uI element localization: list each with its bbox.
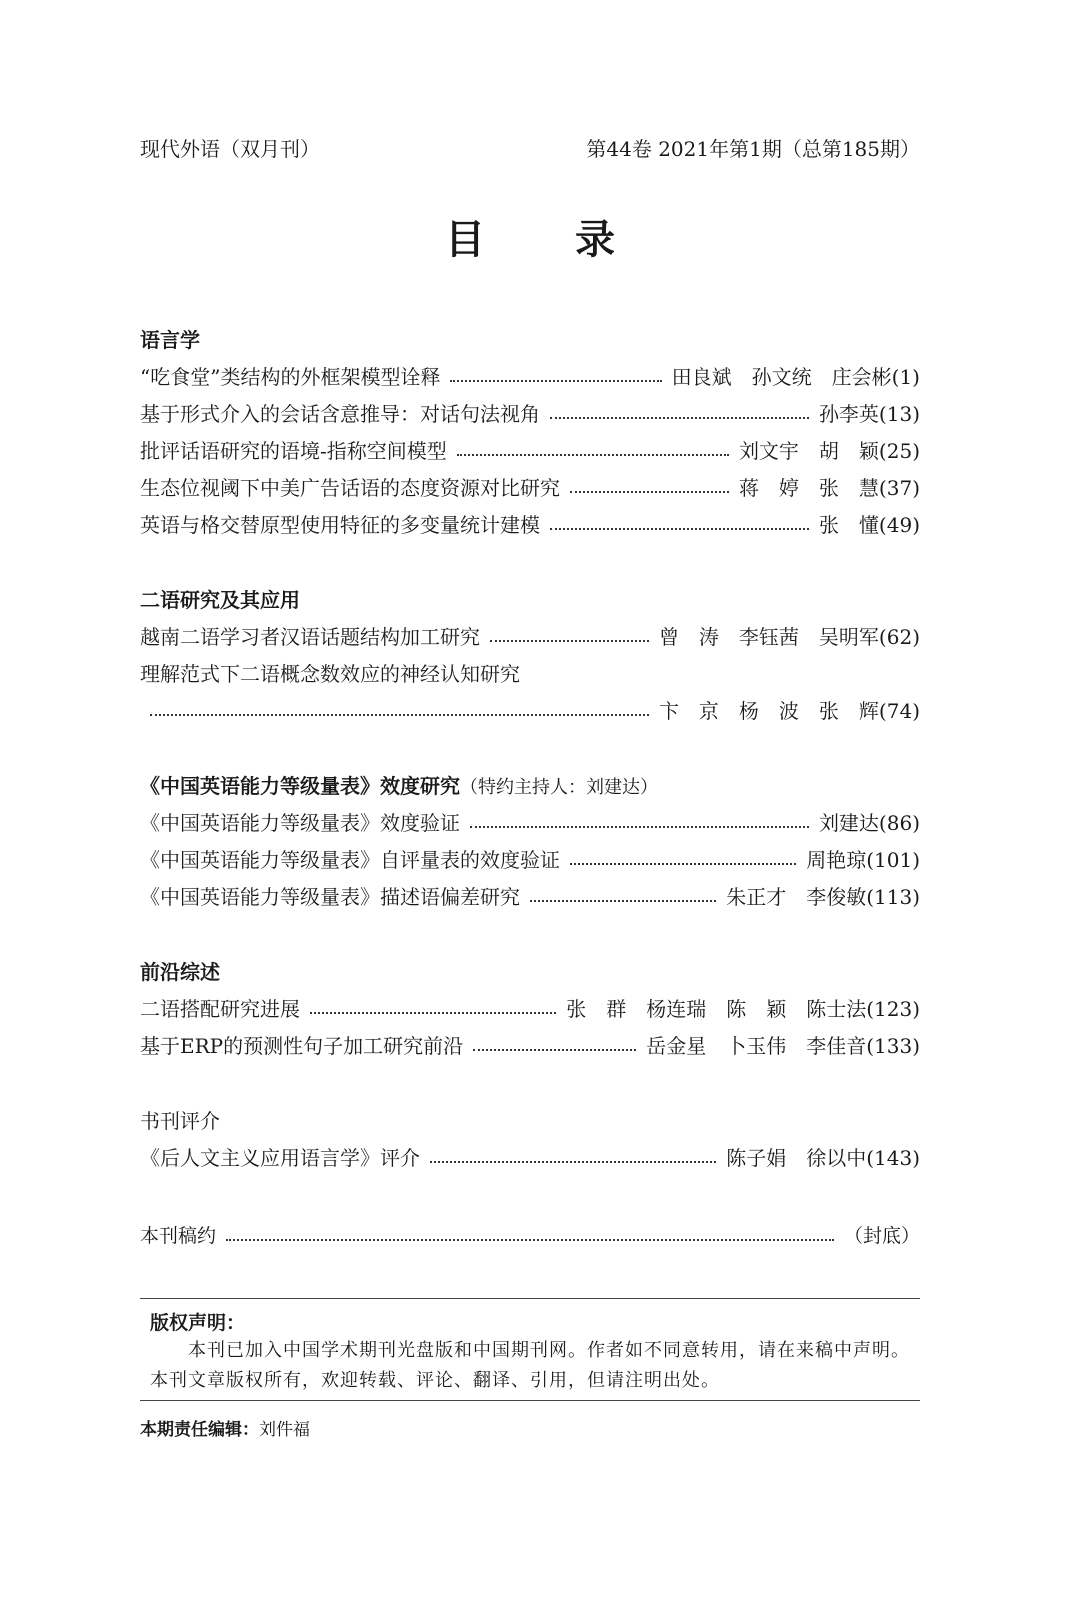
- entry-title: 生态位视阈下中美广告话语的态度资源对比研究: [140, 476, 560, 500]
- toc-entry[interactable]: [140, 433, 920, 470]
- entry-title: 基于形式介入的会话含意推导：对话句法视角: [140, 402, 540, 426]
- leader-dots: [430, 1161, 716, 1163]
- section-cse-validity: [140, 768, 920, 916]
- copyright-notice: [150, 1308, 920, 1396]
- toc-entry[interactable]: [140, 619, 920, 656]
- entry-authors: 刘建达(86): [818, 811, 920, 835]
- leader-dots: [150, 714, 649, 716]
- section-l2-research: [140, 582, 920, 730]
- editor-name: 刘件福: [259, 1420, 310, 1440]
- entry-title: 越南二语学习者汉语话题结构加工研究: [140, 625, 480, 649]
- toc-entry[interactable]: [140, 507, 920, 544]
- section-heading: [140, 768, 920, 805]
- entry-authors: 卞 京 杨 波 张 辉(74): [658, 699, 920, 723]
- entry-authors: 张 群 杨连瑞 陈 颖 陈士法(123): [566, 997, 920, 1021]
- entry-title: 《中国英语能力等级量表》自评量表的效度验证: [140, 848, 560, 872]
- leader-dots: [450, 380, 661, 382]
- entry-title: 批评话语研究的语境-指称空间模型: [140, 439, 447, 463]
- entry-authors: 蒋 婷 张 慧(37): [738, 476, 920, 500]
- entry-title: 《后人文主义应用语言学》评介: [140, 1146, 420, 1170]
- leader-dots: [470, 826, 809, 828]
- entry-authors: 周艳琼(101): [806, 848, 920, 872]
- divider: [140, 1400, 920, 1401]
- issue-info: 第44卷 2021年第1期（总第185期）: [586, 137, 920, 161]
- leader-dots: [550, 528, 809, 530]
- toc-entry[interactable]: [140, 396, 920, 433]
- toc-entry[interactable]: [140, 1028, 920, 1065]
- entry-authors: 朱正才 李俊敏(113): [726, 885, 920, 909]
- entry-authors: 陈子娟 徐以中(143): [726, 1146, 920, 1170]
- submission-guidelines-line: [140, 1218, 920, 1255]
- toc-entry[interactable]: [140, 1140, 920, 1177]
- table-of-contents: [140, 322, 920, 1177]
- entry-title: 基于ERP的预测性句子加工研究前沿: [140, 1034, 464, 1058]
- section-heading: 语言学: [140, 328, 200, 352]
- leader-dots: [570, 491, 729, 493]
- leader-dots: [226, 1239, 834, 1241]
- journal-name: 现代外语（双月刊）: [140, 137, 320, 161]
- section-frontier-review: [140, 954, 920, 1065]
- entry-title: 理解范式下二语概念数效应的神经认知研究: [140, 662, 520, 686]
- editor-label: 本期责任编辑：: [140, 1420, 259, 1440]
- toc-page: [140, 0, 920, 1601]
- toc-entry[interactable]: [140, 359, 920, 396]
- leader-dots: [530, 900, 716, 902]
- entry-authors: 张 懂(49): [818, 513, 920, 537]
- toc-entry[interactable]: [140, 842, 920, 879]
- section-linguistics: [140, 322, 920, 544]
- entry-title: “吃食堂”类结构的外框架模型诠释: [140, 365, 441, 389]
- toc-entry[interactable]: [140, 805, 920, 842]
- responsible-editor: [140, 1415, 310, 1440]
- leader-dots: [490, 640, 649, 642]
- entry-title: 二语搭配研究进展: [140, 997, 300, 1021]
- section-note: （特约主持人：刘建达）: [460, 777, 658, 798]
- section-heading: 二语研究及其应用: [140, 588, 300, 612]
- section-heading: 书刊评介: [140, 1109, 220, 1133]
- entry-authors: 孙李英(13): [818, 402, 920, 426]
- toc-entry[interactable]: [140, 470, 920, 507]
- leader-dots: [550, 417, 809, 419]
- leader-dots: [473, 1049, 636, 1051]
- toc-entry[interactable]: [140, 1218, 920, 1255]
- entry-authors: 曾 涛 李钰茜 吴明军(62): [658, 625, 920, 649]
- copyright-body: 本刊已加入中国学术期刊光盘版和中国期刊网。作者如不同意转用，请在来稿中声明。本刊文章版权所有，欢迎转载、评论、翻译、引用，但请注明出处。: [150, 1340, 910, 1391]
- entry-title: 英语与格交替原型使用特征的多变量统计建模: [140, 513, 540, 537]
- toc-entry[interactable]: [140, 879, 920, 916]
- leader-dots: [457, 454, 729, 456]
- entry-title: 《中国英语能力等级量表》描述语偏差研究: [140, 885, 520, 909]
- entry-title: 《中国英语能力等级量表》效度验证: [140, 811, 460, 835]
- entry-authors: 田良斌 孙文统 庄会彬(1): [671, 365, 920, 389]
- leader-dots: [570, 863, 796, 865]
- toc-entry[interactable]: [140, 656, 920, 693]
- page-title: 目录: [445, 217, 705, 263]
- entry-authors: 岳金星 卜玉伟 李佳音(133): [646, 1034, 920, 1058]
- copyright-heading: 版权声明：: [150, 1312, 246, 1334]
- toc-entry-continuation[interactable]: [140, 693, 920, 730]
- section-heading-text: 《中国英语能力等级量表》效度研究: [140, 774, 460, 798]
- entry-authors: 刘文宇 胡 颖(25): [738, 439, 920, 463]
- page-header: [140, 133, 920, 165]
- section-book-review: [140, 1103, 920, 1177]
- leader-dots: [310, 1012, 556, 1014]
- entry-page: （封底）: [843, 1225, 920, 1247]
- toc-entry[interactable]: [140, 991, 920, 1028]
- section-heading: 前沿综述: [140, 960, 220, 984]
- entry-title: 本刊稿约: [140, 1225, 217, 1247]
- divider: [140, 1298, 920, 1299]
